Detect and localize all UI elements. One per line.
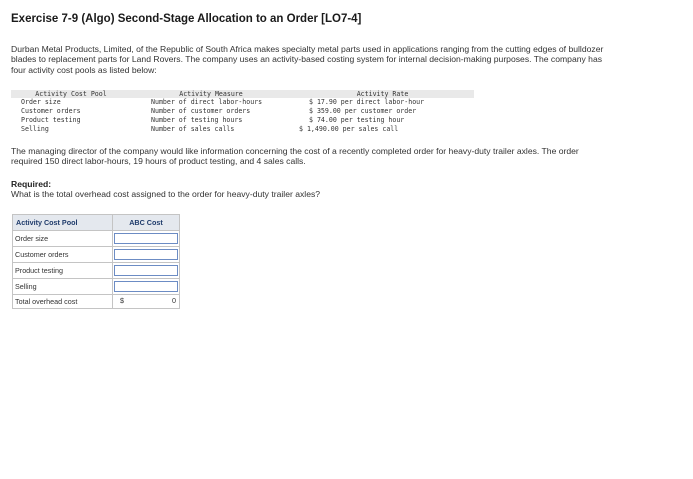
table-row <box>11 107 474 116</box>
order-description-paragraph: The managing director of the company would like information concerning the cost of a recently completed order for heavy-duty trailer axles. The order required 150 direct labor-hours, 19 hours of product testing, and 4 sales calls. <box>11 146 579 167</box>
pool-cell: Product testing <box>21 116 81 124</box>
answer-table <box>12 214 180 309</box>
table-row <box>13 279 180 295</box>
measure-cell: Number of testing hours <box>151 116 243 124</box>
rate-cell: $ 1,490.00 per sales call <box>299 125 399 133</box>
answer-row-label: Order size <box>13 231 113 247</box>
table-row <box>11 98 474 107</box>
rate-cell: $ 359.00 per customer order <box>309 107 417 115</box>
rate-cell: $ 17.90 per direct labor-hour <box>309 98 425 106</box>
table-row <box>13 231 180 247</box>
answer-header-pool: Activity Cost Pool <box>13 215 113 231</box>
order-size-cost-input[interactable] <box>114 233 178 244</box>
table-row <box>13 247 180 263</box>
pool-cell: Selling <box>21 125 49 133</box>
activity-rate-table <box>11 90 474 134</box>
customer-orders-cost-input[interactable] <box>114 249 178 260</box>
table-row <box>13 295 180 309</box>
table-row <box>11 125 474 134</box>
answer-row-label: Product testing <box>13 263 113 279</box>
page-title: Exercise 7-9 (Algo) Second-Stage Allocation to an Order [LO7-4] <box>11 13 362 25</box>
total-overhead-label: Total overhead cost <box>13 295 113 309</box>
currency-symbol: $ <box>120 296 124 305</box>
header-activity-measure: Activity Measure <box>131 90 291 98</box>
answer-row-label: Customer orders <box>13 247 113 263</box>
table-row <box>11 116 474 125</box>
total-overhead-cell <box>113 295 180 309</box>
measure-cell: Number of customer orders <box>151 107 251 115</box>
answer-input-cell <box>113 279 180 295</box>
required-question: What is the total overhead cost assigned to the order for heavy-duty trailer axles? <box>11 189 321 199</box>
total-overhead-amount: 0 <box>172 296 176 305</box>
measure-cell: Number of direct labor-hours <box>151 98 263 106</box>
header-activity-rate: Activity Rate <box>291 90 474 98</box>
required-heading: Required: <box>11 179 52 189</box>
answer-input-cell <box>113 263 180 279</box>
answer-row-label: Selling <box>13 279 113 295</box>
answer-input-cell <box>113 231 180 247</box>
intro-paragraph: Durban Metal Products, Limited, of the Republic of South Africa makes specialty metal parts used in applications ranging from the cutting edges of bulldozer blades to replacement parts for Land Rovers. The company uses an activity-based costing system for internal decision-making purposes. The company has four activity cost pools as listed below: <box>11 44 604 75</box>
product-testing-cost-input[interactable] <box>114 265 178 276</box>
table-row <box>13 263 180 279</box>
measure-cell: Number of sales calls <box>151 125 235 133</box>
rate-cell: $ 74.00 per testing hour <box>309 116 405 124</box>
pool-cell: Order size <box>21 98 61 106</box>
answer-header-abc-cost: ABC Cost <box>113 215 180 231</box>
answer-input-cell <box>113 247 180 263</box>
selling-cost-input[interactable] <box>114 281 178 292</box>
header-activity-cost-pool: Activity Cost Pool <box>11 90 131 98</box>
pool-cell: Customer orders <box>21 107 81 115</box>
